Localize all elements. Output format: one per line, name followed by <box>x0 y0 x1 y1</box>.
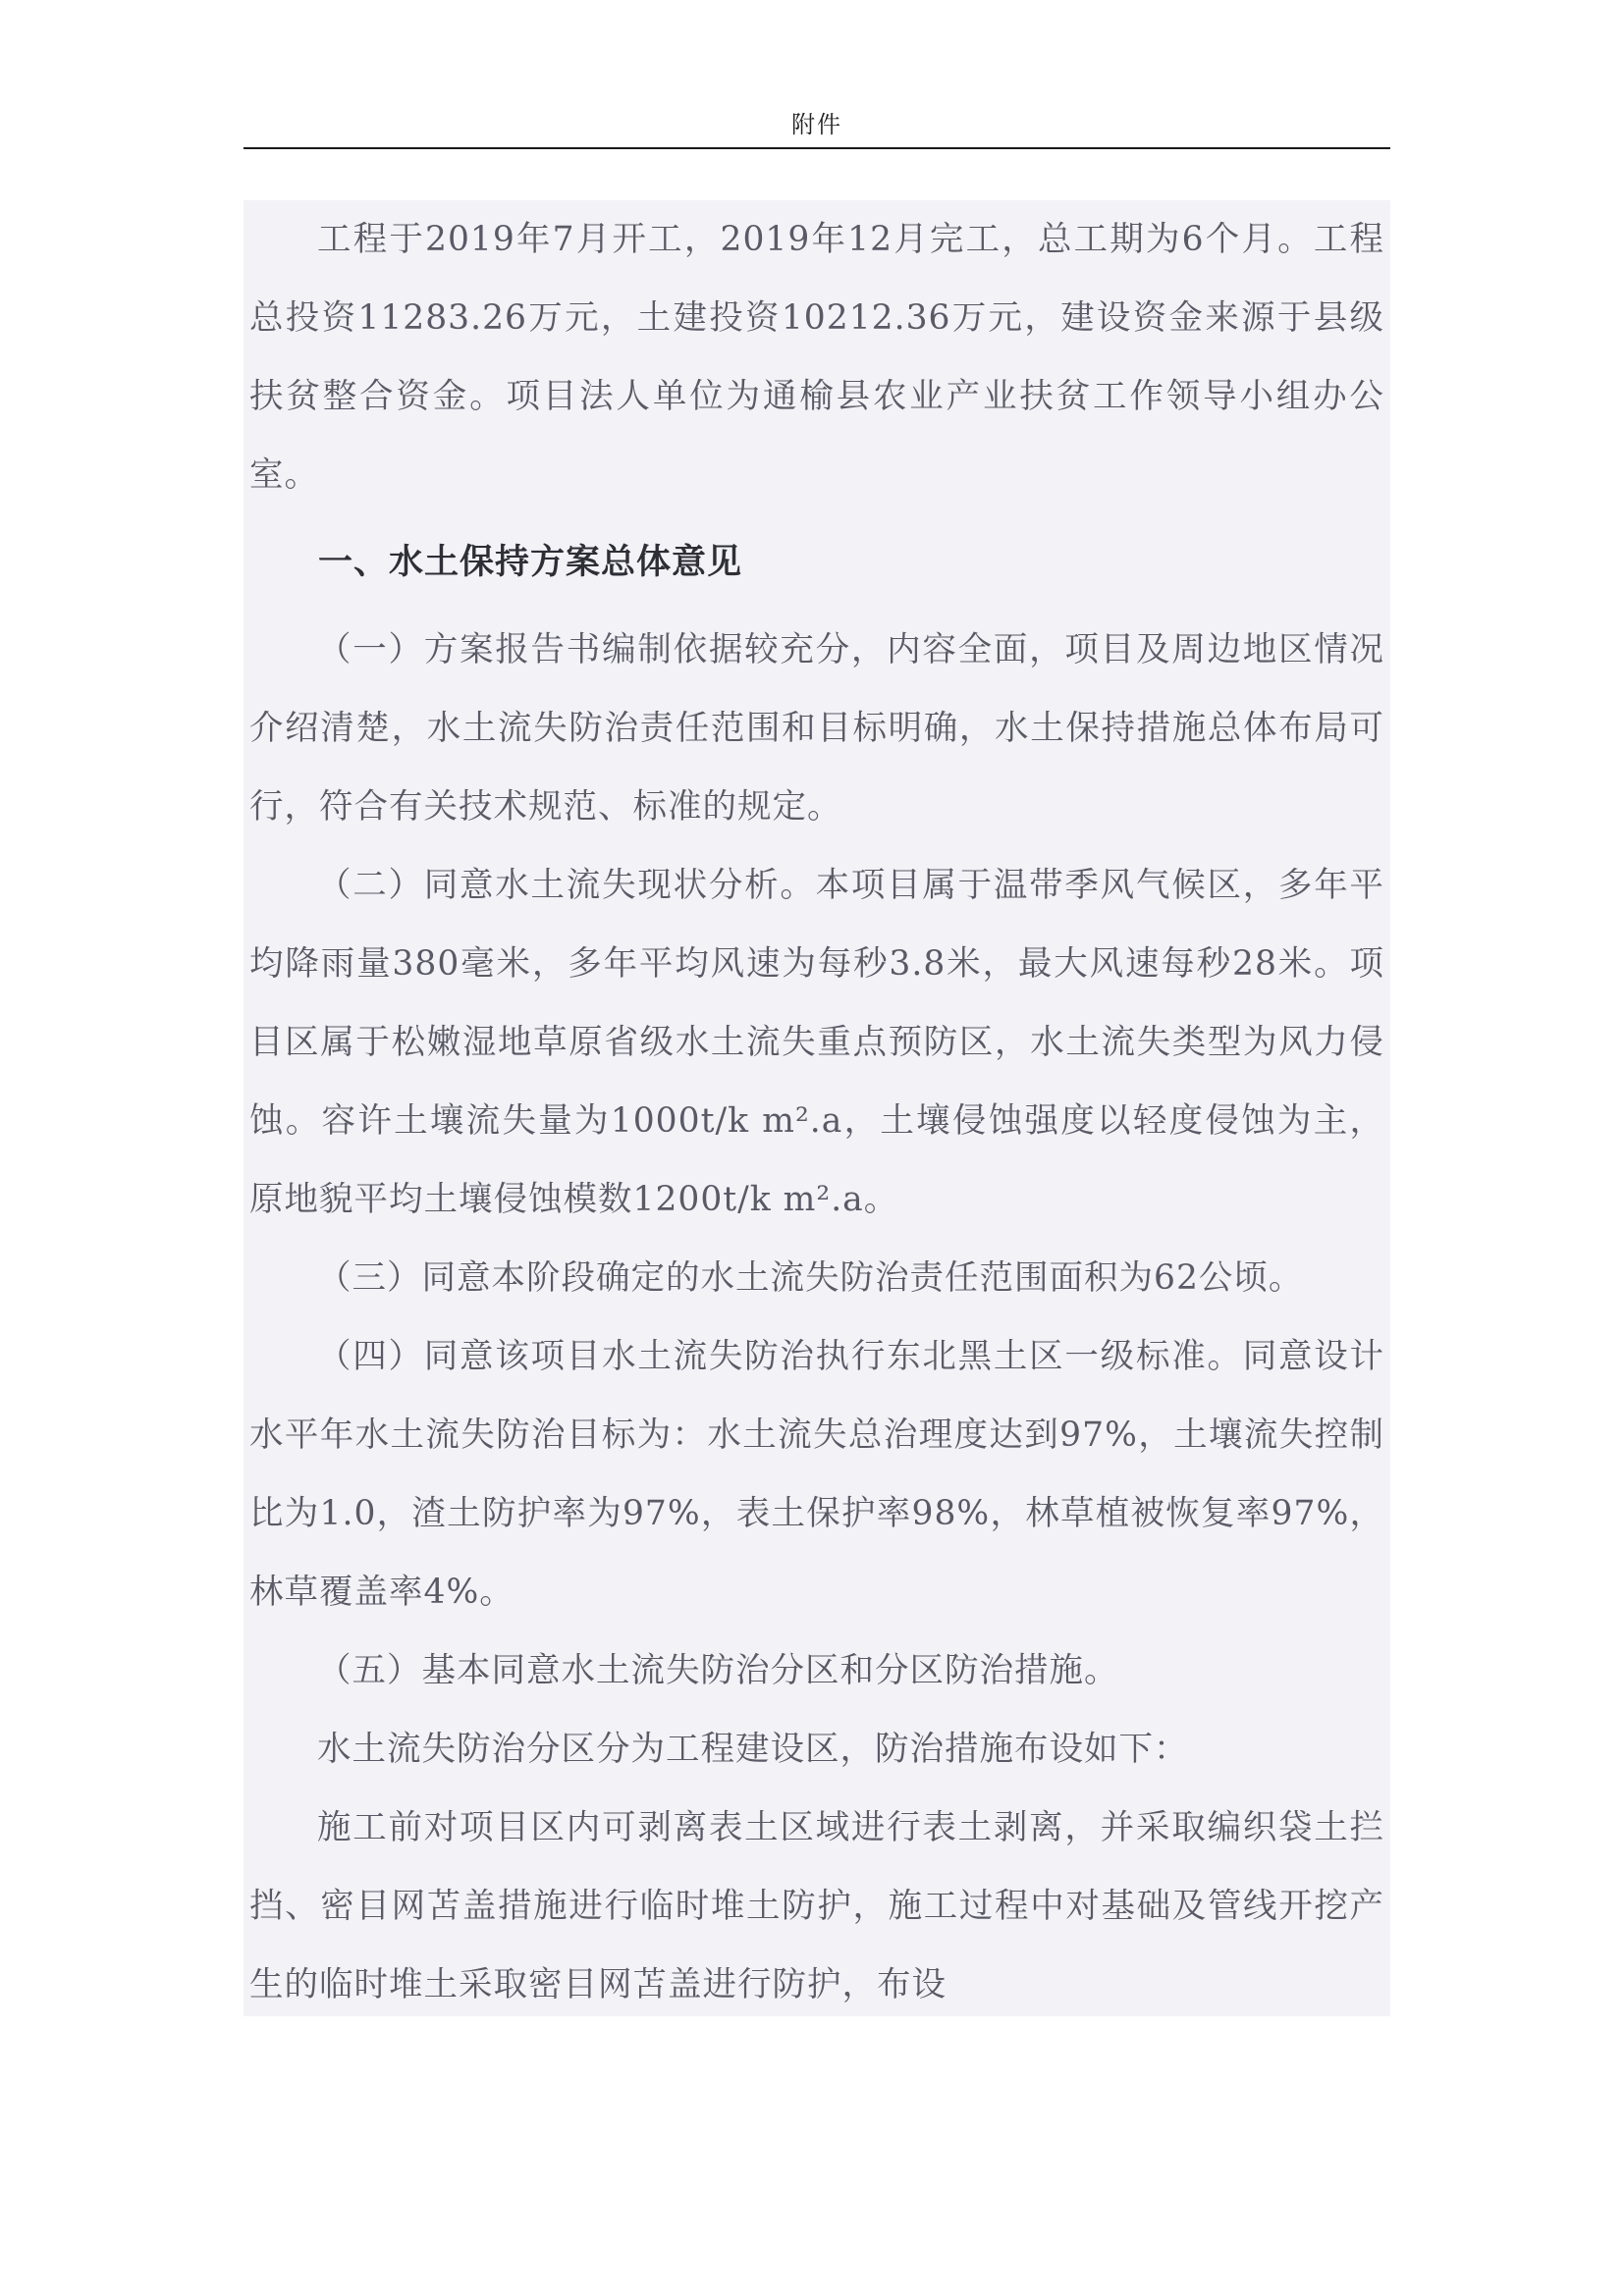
scanned-document-body <box>244 200 1390 2016</box>
header-title: 附件 <box>791 111 842 138</box>
paragraph-zoning: 水土流失防治分区分为工程建设区，防治措施布设如下： <box>317 1730 1189 1769</box>
opinion-item-5: （五）基本同意水土流失防治分区和分区防治措施。 <box>317 1651 1119 1690</box>
paragraph-measures: 施工前对项目区内可剥离表土区域进行表土剥离，并采取编织袋土拦挡、密目网苫盖措施进行临时堆土防护，施工过程中对基础及管线开挖产生的临时堆土采取密目网苫盖进行防护，布设 <box>249 1808 1384 2004</box>
page-header <box>244 110 1390 149</box>
paragraph-project-schedule: 工程于2019年7月开工，2019年12月完工，总工期为6个月。工程总投资11283.26万元，土建投资10212.36万元，建设资金来源于县级扶贫整合资金。项目法人单位为通榆县农业产业扶贫工作领导小组办公室。 <box>249 220 1384 495</box>
opinion-item-2: （二）同意水土流失现状分析。本项目属于温带季风气候区，多年平均降雨量380毫米，多年平均风速为每秒3.8米，最大风速每秒28米。项目区属于松嫩湿地草原省级水土流失重点预防区，水土流失类型为风力侵蚀。容许土壤流失量为1000t/k m².a，土壤侵蚀强度以轻度侵蚀为主，原地貌平均土壤侵蚀模数1200t/k m².a。 <box>249 866 1384 1219</box>
opinion-item-3: （三）同意本阶段确定的水土流失防治责任范围面积为62公顷。 <box>317 1258 1304 1298</box>
opinion-item-4: （四）同意该项目水土流失防治执行东北黑土区一级标准。同意设计水平年水土流失防治目标为：水土流失总治理度达到97%，土壤流失控制比为1.0，渣土防护率为97%，表土保护率98%，林草植被恢复率97%，林草覆盖率4%。 <box>249 1337 1384 1612</box>
section-heading: 一、水土保持方案总体意见 <box>318 543 743 582</box>
opinion-item-1: （一）方案报告书编制依据较充分，内容全面，项目及周边地区情况介绍清楚，水土流失防治责任范围和目标明确，水土保持措施总体布局可行，符合有关技术规范、标准的规定。 <box>249 630 1384 827</box>
